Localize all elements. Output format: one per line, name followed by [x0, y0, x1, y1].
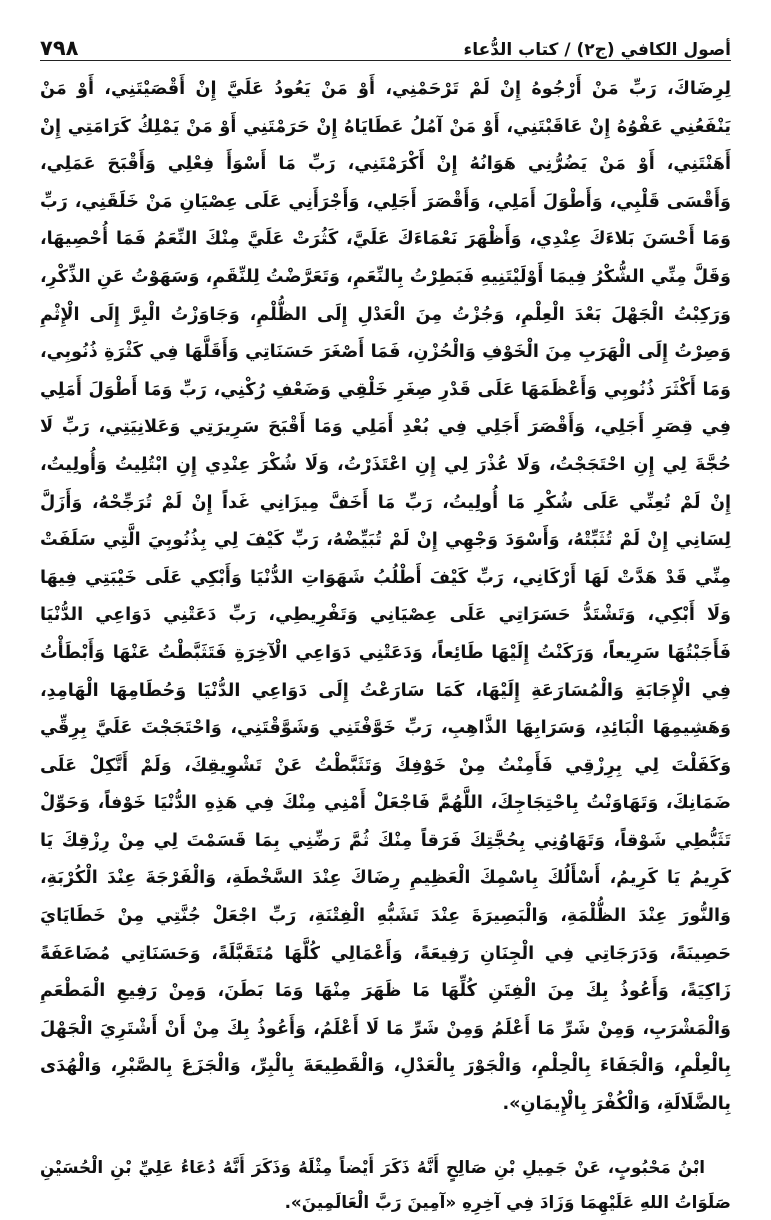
running-title: أصول الكافي (ج٢) / كتاب الدُّعاء	[463, 40, 731, 60]
supplication-paragraph: لِرِضَاكَ، رَبِّ مَنْ أَرْجُوهُ إِنْ لَمْ تَرْحَمْنِي، أَوْ مَنْ يَعُودُ عَلَيَّ إِنْ أَقْصَيْتَنِي، أَوْ مَنْ يَنْفَعُنِي عَفْوُهُ إِنْ عَاقَبْتَنِي، أَوْ مَنْ آمُلُ عَطَايَاهُ إِنْ حَرَمْتَنِي أَوْ مَنْ يَمْلِكُ كَرَامَتِي إِنْ أَهَنْتَنِي، أَوْ مَنْ يَضُرُّنِي هَوَانُهُ إِنْ أَكْرَمْتَنِي، رَبِّ مَا أَسْوَأَ فِعْلِي وَأَقْبَحَ عَمَلِي، وَأَقْسَى قَلْبِي، وَأَطْوَلَ أَمَلِي، وَأَقْصَرَ أَجَلِي، وَأَجْرَأَنِي عَلَى عِصْيَانِ مَنْ خَلَقَنِي، رَبِّ وَمَا أَحْسَنَ بَلاءَكَ عِنْدِي، وَأَظْهَرَ نَعْمَاءَكَ عَلَيَّ، كَثُرَتْ عَلَيَّ مِنْكَ النِّعَمُ فَمَا أُحْصِيهَا، وَقَلَّ مِنِّي الشُّكْرُ فِيمَا أَوْلَيْتَنِيهِ فَبَطِرْتُ بِالنِّعَمِ، وَتَعَرَّضْتُ لِلنِّقَمِ، وَسَهَوْتُ عَنِ الذِّكْرِ، وَرَكِبْتُ الْجَهْلَ بَعْدَ الْعِلْمِ، وَجُزْتُ مِنَ الْعَدْلِ إِلَى الظُّلْمِ، وَجَاوَزْتُ الْبِرَّ إِلَى الْإِثْمِ وَصِرْتُ إِلَى الْهَرَبِ مِنَ الْخَوْفِ وَالْحُزْنِ، فَمَا أَصْغَرَ حَسَنَاتِي وَأَقَلَّهَا فِي كَثْرَةِ ذُنُوبِي، وَمَا أَكْثَرَ ذُنُوبِي وَأَعْظَمَهَا عَلَى قَدْرِ صِغَرِ خَلْقِي وَضَعْفِ رُكْنِي، رَبِّ وَمَا أَطْوَلَ أَمَلِي فِي قِصَرِ أَجَلِي، وَأَقْصَرَ أَجَلِي فِي بُعْدِ أَمَلِي وَمَا أَقْبَحَ سَرِيرَتِي وَعَلانِيَتِي، رَبِّ لَا حُجَّةَ لِي إِنِ احْتَجَجْتُ، وَلَا عُذْرَ لِي إِنِ اعْتَذَرْتُ، وَلَا شُكْرَ عِنْدِي إِنِ ابْتُلِيتُ وَأُولِيتُ، إِنْ لَمْ تُعِنِّي عَلَى شُكْرِ مَا أُولِيتُ، رَبِّ مَا أَخَفَّ مِيزَانِي غَداً إِنْ لَمْ تُرَجِّحْهُ، وَأَزَلَّ لِسَانِي إِنْ لَمْ تُثَبِّتْهُ، وَأَسْوَدَ وَجْهِي إِنْ لَمْ تُبَيِّضْهُ، رَبِّ كَيْفَ لِي بِذُنُوبِيَ الَّتِي سَلَفَتْ مِنِّي قَدْ هَدَّتْ لَهَا أَرْكَانِي، رَبِّ كَيْفَ أَطْلُبُ شَهَوَاتِ الدُّنْيَا وَأَبْكِي عَلَى خَيْبَتِي فِيهَا وَلَا أَبْكِي، وَتَشْتَدُّ حَسَرَاتِي عَلَى عِصْيَانِي وَتَفْرِيطِي، رَبِّ دَعَتْنِي دَوَاعِي الدُّنْيَا فَأَجَبْتُهَا سَرِيعاً، وَرَكَنْتُ إِلَيْهَا طَائِعاً، وَدَعَتْنِي دَوَاعِي الْآخِرَةِ فَتَثَبَّطْتُ عَنْهَا وَأَبْطَأْتُ فِي الْإِجَابَةِ وَالْمُسَارَعَةِ إِلَيْهَا، كَمَا سَارَعْتُ إِلَى دَوَاعِي الدُّنْيَا وَحُطَامِهَا الْهَامِدِ، وَهَشِيمِهَا الْبَائِدِ، وَسَرَابِهَا الذَّاهِبِ، رَبِّ خَوَّفْتَنِي وَشَوَّقْتَنِي، وَاحْتَجَجْتَ عَلَيَّ بِرِقِّي وَكَفَلْتَ لِي بِرِزْقِي فَأَمِنْتُ مِنْ خَوْفِكَ وَتَثَبَّطْتُ عَنْ تَشْوِيقِكَ، وَلَمْ أَتَّكِلْ عَلَى ضَمَانِكَ، وَتَهَاوَنْتُ بِاحْتِجَاجِكَ، اللَّهُمَّ فَاجْعَلْ أَمْنِي مِنْكَ فِي هَذِهِ الدُّنْيَا خَوْفاً، وَحَوِّلْ تَثَبُّطِي شَوْقاً، وَتَهَاوُنِي بِحُجَّتِكَ فَرَقاً مِنْكَ ثُمَّ رَضِّنِي بِمَا قَسَمْتَ لِي مِنْ رِزْقِكَ يَا كَرِيمُ يَا كَرِيمُ، أَسْأَلُكَ بِاسْمِكَ الْعَظِيمِ رِضَاكَ عِنْدَ السَّخْطَةِ، وَالْفَرْجَةَ عِنْدَ الْكُرْبَةِ، وَالنُّورَ عِنْدَ الظُّلْمَةِ، وَالْبَصِيرَةَ عِنْدَ تَشَبُّهِ الْفِتْنَةِ، رَبِّ اجْعَلْ جُنَّتِي مِنْ خَطَايَايَ حَصِينَةً، وَدَرَجَاتِي فِي الْجِنَانِ رَفِيعَةً، وَأَعْمَالِي كُلَّهَا مُتَقَبَّلَةً، وَحَسَنَاتِي مُضَاعَفَةً زَاكِيَةً، وَأَعُوذُ بِكَ مِنَ الْفِتَنِ كُلِّهَا مَا ظَهَرَ مِنْهَا وَمَا بَطَنَ، وَمِنْ رَفِيعِ الْمَطْعَمِ وَالْمَشْرَبِ، وَمِنْ شَرِّ مَا أَعْلَمُ وَمِنْ شَرِّ مَا لَا أَعْلَمُ، وَأَعُوذُ بِكَ مِنْ أَنْ أَشْتَرِيَ الْجَهْلَ بِالْعِلْمِ، وَالْجَفَاءَ بِالْحِلْمِ، وَالْجَوْرَ بِالْعَدْلِ، وَالْقَطِيعَةَ بِالْبِرِّ، وَالْجَزَعَ بِالصَّبْرِ، وَالْهُدَى بِالضَّلَالَةِ، وَالْكُفْرَ بِالْإِيمَانِ».	[40, 79, 731, 1115]
narration-paragraph: ابْنُ مَحْبُوبٍ، عَنْ جَمِيلِ بْنِ صَالِحٍ أَنَّهُ ذَكَرَ أَيْضاً مِثْلَهُ وَذَكَرَ أَنَّهُ دُعَاءُ عَلِيِّ بْنِ الْحُسَيْنِ صَلَوَاتُ اللهِ عَلَيْهِمَا وَزَادَ فِي آخِرِهِ «آمِينَ رَبَّ الْعَالَمِينَ».	[40, 1156, 731, 1212]
page-header	[40, 22, 731, 61]
page-number: ٧٩٨	[40, 36, 79, 60]
